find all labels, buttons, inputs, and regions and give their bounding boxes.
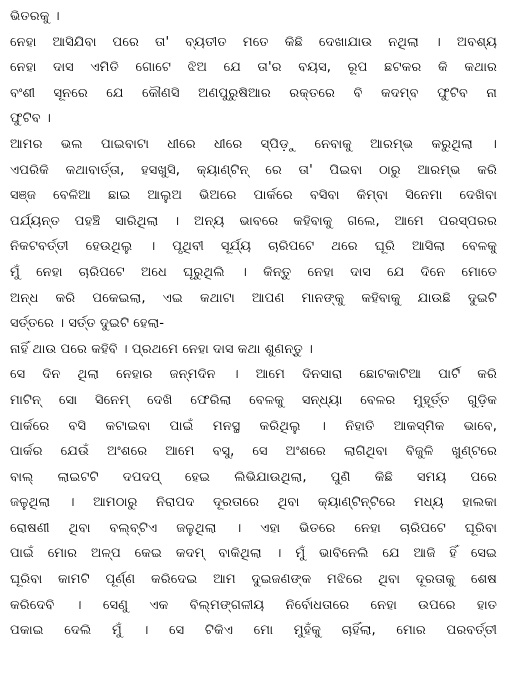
text-line: ପକାଇ ଦେଲି ମୁଁ । ସେ ଟିକିଏ ମୋ ମୁହଁକୁ ଚାହିଁଲା, ମୋର ପରବର୍ତ୍ତୀ bbox=[10, 623, 497, 639]
text-line: ନାହିଁ ଥାଉ ପରେ କହିବି । ପ୍ରଥମେ ନେହା ଦାସ କଥା ଶୁଣନ୍ତୁ । bbox=[10, 341, 313, 357]
text-line: ସଞ୍ଜ ବେଳିଆ ଛାଇ ଆଲୁଅ ଭିଅରେ ପାର୍କରେ ବସିବା କିମ୍ବା ସିନେମା ଦେଖିବା bbox=[10, 188, 497, 204]
text-line: ନେହା ଦାସ ଏମିତି ଗୋଟେ ଝିଅ ଯେ ତା'ର ବୟସ, ରୂପ ଛଟକର କି କଥାର bbox=[10, 60, 497, 76]
text-line: ପାର୍କରେ ବସି କଟାଇବା ପାଇଁ ମନସ୍ଥ କରିଥିଲୁ । ନିହାତି ଆକସ୍ମିକ ଭାବେ, bbox=[10, 418, 497, 434]
text-line: ପାର୍କର ଯେଉଁ ଅଂଶରେ ଆମେ ବସୁ, ସେ ଅଂଶରେ ଲାଗିଥିବା ବିଜୁଳି ଖୁଣ୍ଟରେ bbox=[10, 444, 497, 460]
text-line: ମାଟିନ୍ ସୋ ସିନେମ୍ ଦେଖି ଫେରିଲା ବେଳକୁ ସନ୍ଧ୍ୟା ବେଳର ମୁହୂର୍ତ୍ତ ଗୁଡ଼ିକ bbox=[10, 392, 497, 408]
text-line: ଅନ୍ଧ କରି ପକେଇଲା, ଏଇ କଥାଟା ଆପଣ ମାନଙ୍କୁ କହିବାକୁ ଯାଉଛି ଦୁଇଟି bbox=[10, 290, 497, 306]
text-line: ଭିତରକୁ । bbox=[10, 9, 60, 24]
text-line: ଫୁଟିବ । bbox=[10, 111, 51, 127]
text-line: ବାଲ୍ ଲାଇଟଟି ଦପଦପ୍ ହେଇ ଲିଭିଯାଉଥିଲା, ପୁଣି କିଛି ସମୟ ପରେ bbox=[10, 469, 497, 485]
text-line: ପାଇଁ ମୋର ଅଳ୍ପ କେଇ କଦମ୍ ବାକିଥିଲା । ମୁଁ ଭାବିନେଲି ଯେ ଆଜି ହିଁ ସେଇ bbox=[10, 546, 497, 562]
text-line: ନେହା ଆସିଯିବା ପରେ ତା' ବ୍ୟତୀତ ମତେ କିଛି ଦେଖାଯାଉ ନଥିଲା । ଅବଶ୍ୟ bbox=[10, 34, 497, 50]
text-line: ନିକଟବର୍ତ୍ତୀ ହେଉଥିଲୁ । ପୃଥିବୀ ସୂର୍ଯ୍ୟ ଚାରିପଟେ ଥରେ ଘୂରି ଆସିଲା ବେଳକୁ bbox=[10, 239, 497, 255]
text-line: ଜଳୁଥିଲା । ଆମଠାରୁ ନିରାପଦ ଦୂରତାରେ ଥିବା କ୍ୟାଣ୍ଟିନ୍‌ଟିରେ ମଧ୍ୟ ହାଲକା bbox=[10, 495, 497, 511]
text-line: ରୋଷଣୀ ଥିବା ବଲ୍‌ବ୍‌ଟିଏ ଜଳୁଥିଲା । ଏହା ଭିତରେ ନେହା ଚାରିପଟେ ଘୂରିବା bbox=[10, 520, 497, 536]
text-line: କରିଦେବି । ସେଣୁ ଏକ ବିଲ୍ମଙ୍ଗଳୀୟ ନିର୍ବୋଧତାରେ ନେହା ଉପରେ ହାତ bbox=[10, 597, 497, 613]
text-line: ମୁଁ ନେହା ଚାରିପଟେ ଅଧେ ଘୂରୁଥିଲି । କିନ୍ତୁ ନେହା ଦାସ ଯେ ଦିନେ ମୋତେ bbox=[10, 264, 497, 280]
text-line: ପର୍ଯ୍ୟନ୍ତ ପହଞ୍ଚି ସାରିଥିଲା । ଅନ୍ୟ ଭାବରେ କହିବାକୁ ଗଲେ, ଆମେ ପରସ୍ପରର bbox=[10, 213, 497, 229]
text-line: ସର୍ତ୍ତରେ । ସର୍ତ୍ତ ଦୁଇଟି ହେଲା- bbox=[10, 316, 165, 332]
body-text bbox=[10, 4, 497, 644]
text-line: ଆମର ଭଲ ପାଇବାଟା ଧୀରେ ଧୀରେ ସ୍ପିଡ଼ୁ ନେବାକୁ ଆରମ୍ଭ କରୁଥିଲା । bbox=[10, 136, 497, 152]
text-line: ବଂଶୀ ସୂନରେ ଯେ କୌଣସି ଅଣପୁରୁଷିଆର ରକ୍ତରେ ବି କଦମ୍ବ ଫୁଟିବ ନା bbox=[10, 85, 497, 101]
text-line: ଏପରିକି କଥାବାର୍ତ୍ତା, ହସଖୁସି, କ୍ୟାଣ୍ଟିନ୍ ରେ ତା' ପିଇବା ଠାରୁ ଆରମ୍ଭ କରି bbox=[10, 162, 497, 178]
text-line: ଘୂରିବା କାମଟି ପୂର୍ଣ୍ଣ କରିଦେଇ ଆମ ଦୁଇଜଣଙ୍କ ମଝିରେ ଥିବା ଦୂରତାକୁ ଶେଷ bbox=[10, 572, 497, 588]
text-line: ସେ ଦିନ ଥିଲା ନେହାର ଜନ୍ମଦିନ । ଆମେ ଦିନସାରା ଛୋଟକାଟିଆ ପାର୍ଟି କରି bbox=[10, 367, 497, 383]
